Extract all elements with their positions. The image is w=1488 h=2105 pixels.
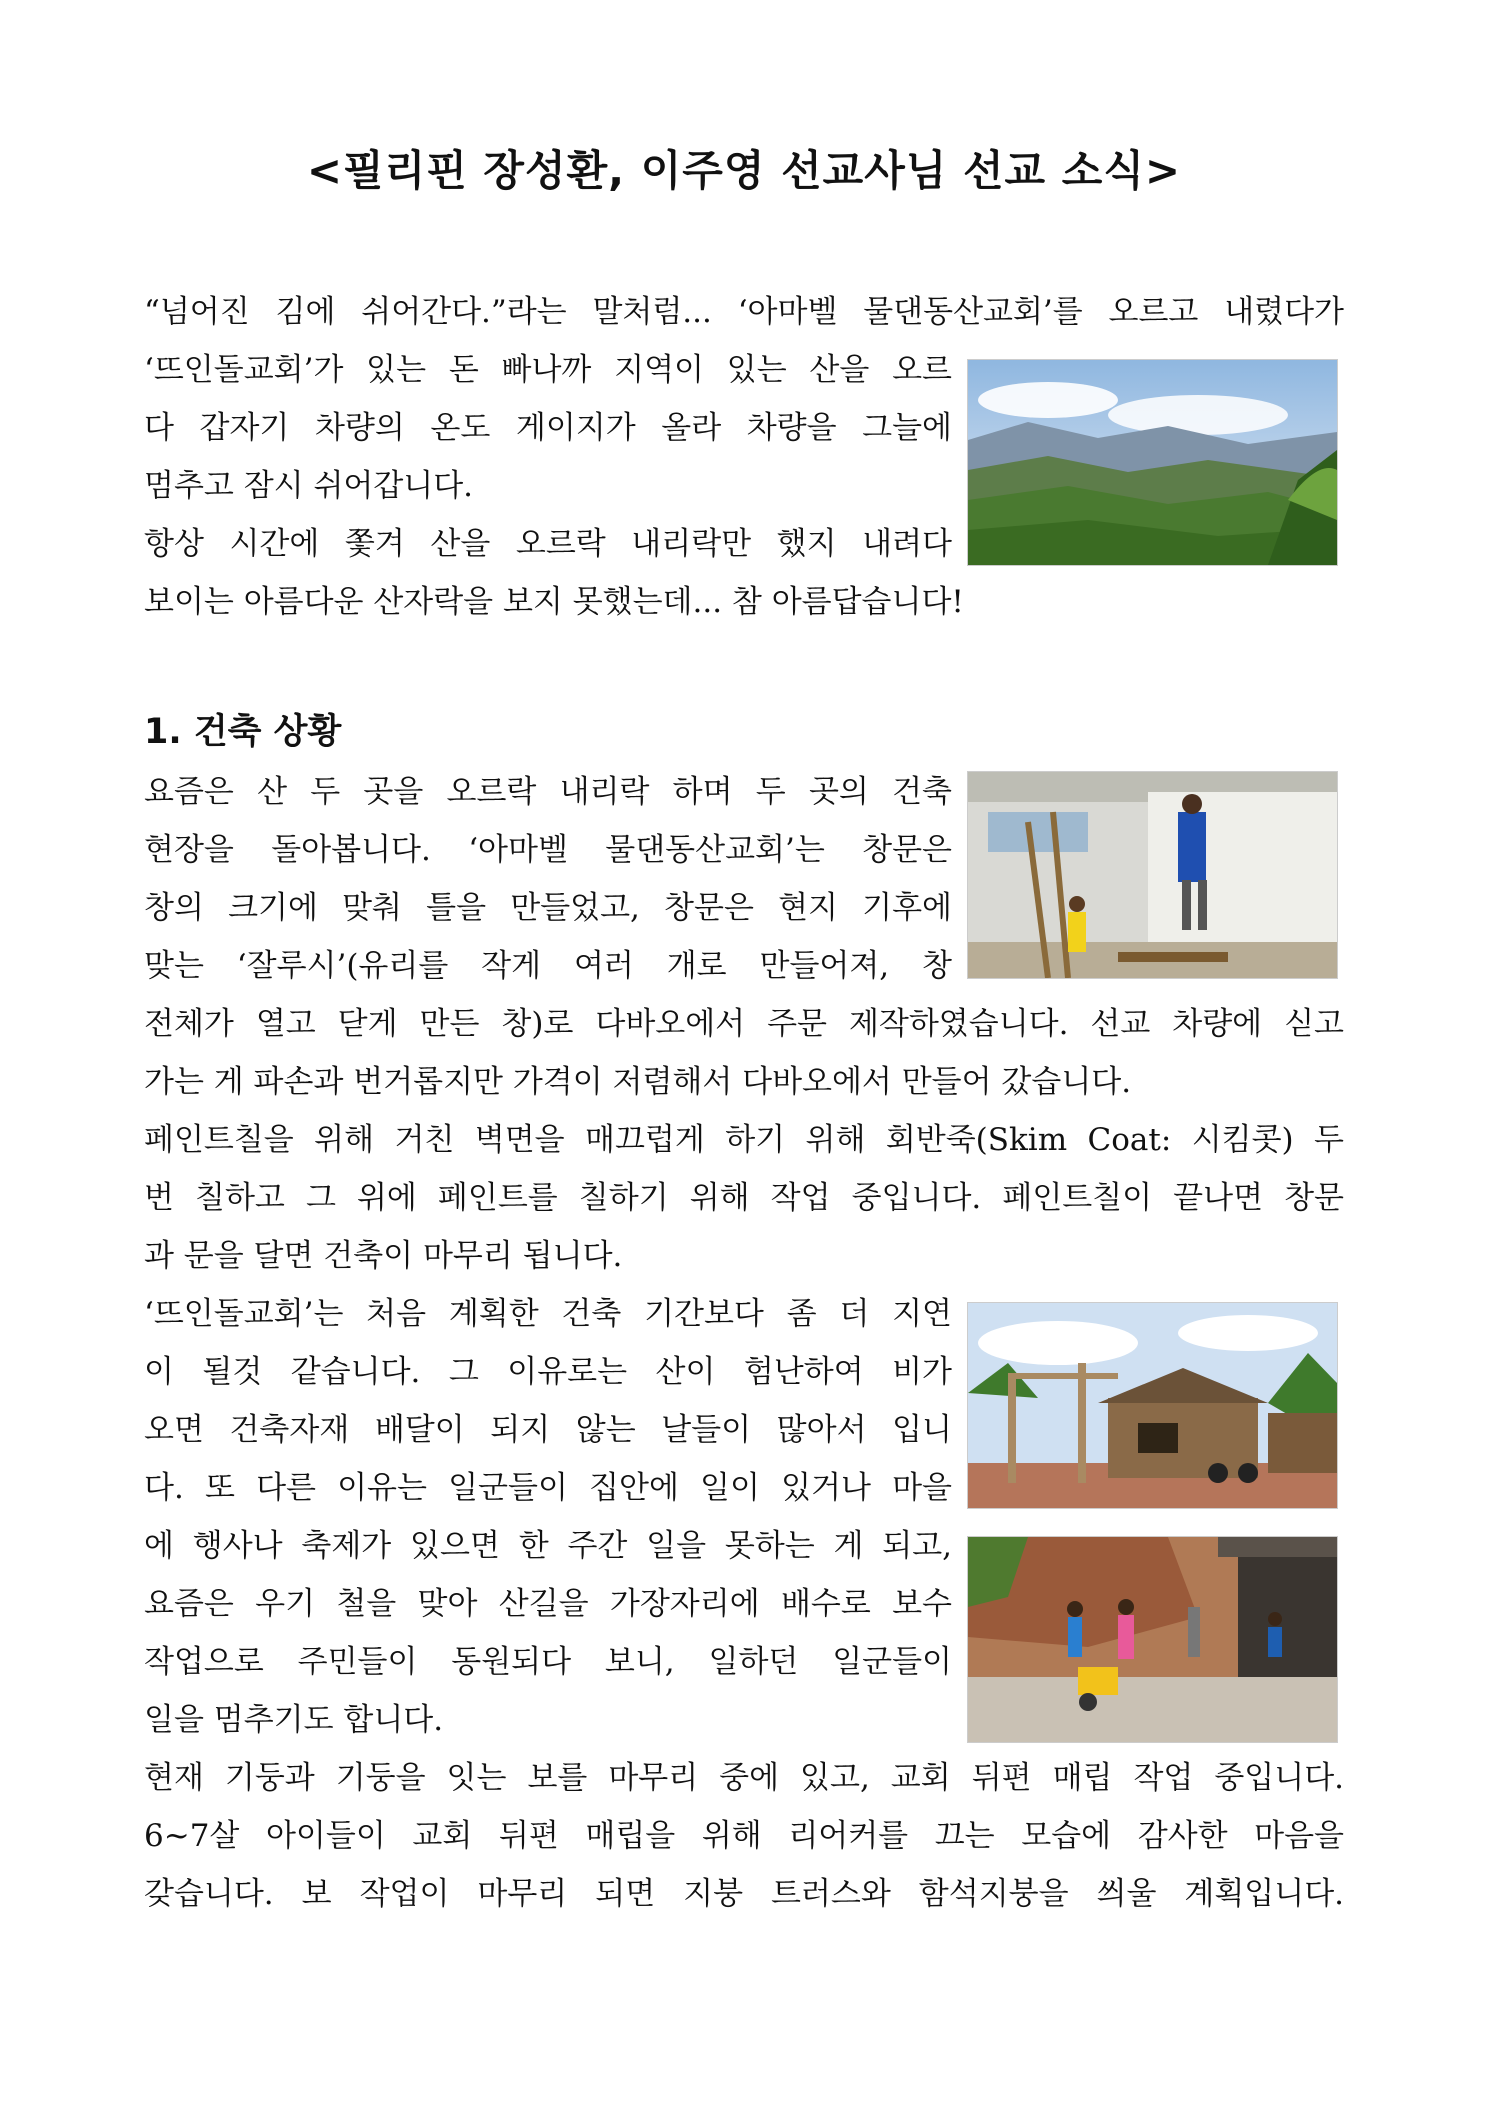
body-line: 오면 건축자재 배달이 되지 않는 날들이 많아서 입니 <box>144 1412 952 1448</box>
body-line: 갖습니다. 보 작업이 마무리 되면 지붕 트러스와 함석지붕을 씌울 계획입니다. <box>144 1876 1344 1912</box>
body-line: 일을 멈추기도 합니다. <box>144 1702 444 1738</box>
wall-painting-photo <box>967 771 1338 979</box>
intro-line: 다 갑자기 차량의 온도 게이지가 올라 차량을 그늘에 <box>144 410 952 446</box>
body-line: 현장을 돌아봅니다. ‘아마벨 물댄동산교회’는 창문은 <box>144 832 952 868</box>
intro-line: “넘어진 김에 쉬어간다.”라는 말처럼... ‘아마벨 물댄동산교회’를 오르고 내렸다가 <box>144 294 1344 330</box>
body-line: 맞는 ‘잘루시’(유리를 작게 여러 개로 만들어져, 창 <box>144 948 952 984</box>
body-line: 가는 게 파손과 번거롭지만 가격이 저렴해서 다바오에서 만들어 갔습니다. <box>144 1064 1132 1100</box>
body-line: ‘뜨인돌교회’는 처음 계획한 건축 기간보다 좀 더 지연 <box>144 1296 952 1332</box>
body-line: 이 될것 같습니다. 그 이유로는 산이 험난하여 비가 <box>144 1354 952 1390</box>
page-title: <필리핀 장성환, 이주영 선교사님 선교 소식> <box>306 146 1182 195</box>
body-line: 창의 크기에 맞춰 틀을 만들었고, 창문은 현지 기후에 <box>144 890 952 926</box>
body-line: 다. 또 다른 이유는 일군들이 집안에 일이 있거나 마을 <box>144 1470 952 1506</box>
body-line: 6~7살 아이들이 교회 뒤편 매립을 위해 리어커를 끄는 모습에 감사한 마음을 <box>144 1818 1344 1854</box>
church-construction-photo <box>967 1302 1338 1509</box>
intro-line: 멈추고 잠시 쉬어갑니다. <box>144 468 474 504</box>
body-line: 작업으로 주민들이 동원되다 보니, 일하던 일군들이 <box>144 1644 952 1680</box>
children-wheelbarrow-photo <box>967 1536 1338 1743</box>
body-line: 전체가 열고 닫게 만든 창)로 다바오에서 주문 제작하였습니다. 선교 차량에 싣고 <box>144 1006 1344 1042</box>
body-line: 페인트칠을 위해 거친 벽면을 매끄럽게 하기 위해 회반죽(Skim Coat: 시킴콧) 두 <box>144 1122 1344 1158</box>
intro-line: 보이는 아름다운 산자락을 보지 못했는데... 참 아름답습니다! <box>144 584 964 620</box>
body-line: 요즘은 산 두 곳을 오르락 내리락 하며 두 곳의 건축 <box>144 774 952 810</box>
mountain-landscape-photo <box>967 359 1338 566</box>
intro-line: ‘뜨인돌교회’가 있는 돈 빠나까 지역이 있는 산을 오르 <box>144 352 952 388</box>
section-heading-construction: 1. 건축 상황 <box>144 712 342 752</box>
body-line: 번 칠하고 그 위에 페인트를 칠하기 위해 작업 중입니다. 페인트칠이 끝나면 창문 <box>144 1180 1344 1216</box>
body-line: 현재 기둥과 기둥을 잇는 보를 마무리 중에 있고, 교회 뒤편 매립 작업 중입니다. <box>144 1760 1344 1796</box>
body-line: 에 행사나 축제가 있으면 한 주간 일을 못하는 게 되고, <box>144 1528 952 1564</box>
body-line: 요즘은 우기 철을 맞아 산길을 가장자리에 배수로 보수 <box>144 1586 952 1622</box>
intro-line: 항상 시간에 쫓겨 산을 오르락 내리락만 했지 내려다 <box>144 526 952 562</box>
body-line: 과 문을 달면 건축이 마무리 됩니다. <box>144 1238 623 1274</box>
